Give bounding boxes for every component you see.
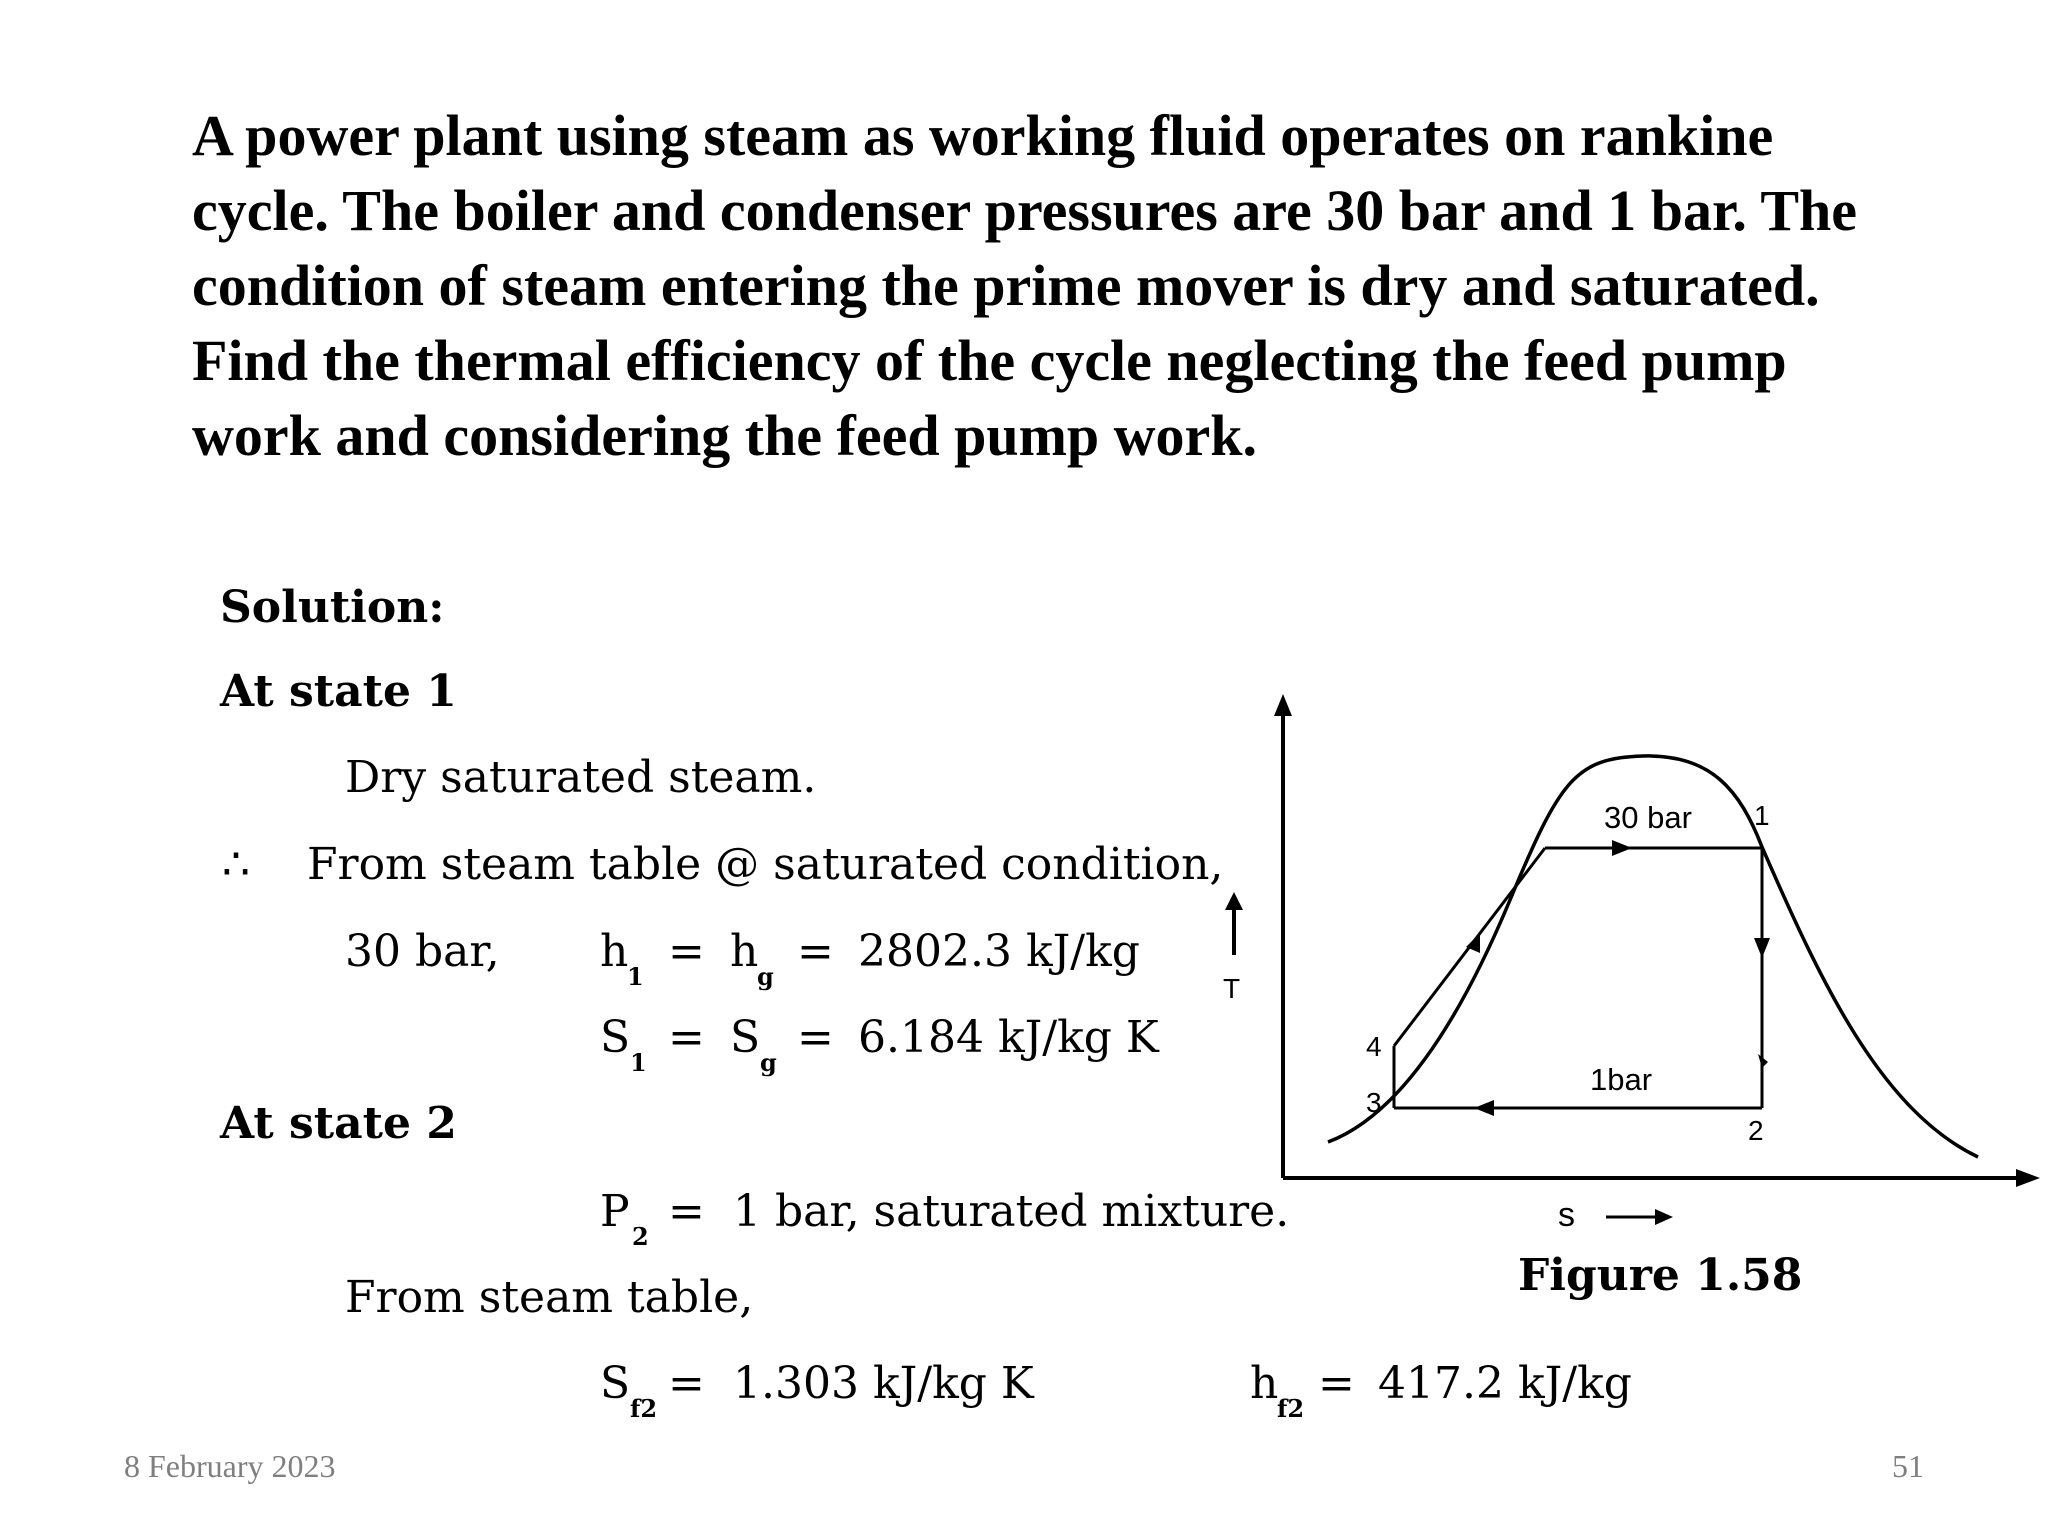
hf2-subscript: f2 <box>1277 1394 1305 1423</box>
s1-value: 6.184 kJ/kg K <box>858 1012 1159 1063</box>
problem-statement: A power plant using steam as working fluid operates on rankine cycle. The boiler and condenser pressures are 30 bar and 1 bar. The condition of steam entering the prime mover is dry and saturated. Find the thermal efficiency of the cycle neglecting the feed pump work and considering the feed pump work. <box>192 103 1858 468</box>
sg-subscript: g <box>760 1048 777 1077</box>
t-axis-arrowhead <box>1274 694 1292 716</box>
state2-heading: At state 2 <box>220 1098 457 1149</box>
p2-value: 1 bar, saturated mixture. <box>733 1186 1290 1237</box>
p2-subscript: 2 <box>632 1222 649 1251</box>
hg-subscript: g <box>757 962 774 991</box>
state1-condition: Dry saturated steam. <box>345 752 817 803</box>
equals-sign: = <box>668 1358 705 1409</box>
h1-subscript: 1 <box>627 962 644 991</box>
sf2-symbol: S <box>600 1358 631 1409</box>
state1-pressure: 30 bar, <box>345 926 500 977</box>
sg-symbol: S <box>730 1012 761 1063</box>
hf2-symbol: h <box>1250 1358 1279 1409</box>
s-axis-arrowhead <box>2016 1169 2040 1187</box>
label-1bar: 1bar <box>1590 1062 1653 1097</box>
label-point-4: 4 <box>1366 1031 1382 1062</box>
therefore-symbol: ∴ <box>222 839 250 890</box>
state1-heading: At state 1 <box>220 666 457 717</box>
label-point-2: 2 <box>1748 1115 1764 1146</box>
hf2-value: 417.2 kJ/kg <box>1378 1358 1632 1409</box>
equals-sign: = <box>1318 1358 1355 1409</box>
equals-sign: = <box>668 1012 705 1063</box>
footer-date: 8 February 2023 <box>124 1448 336 1484</box>
h1-symbol: h <box>600 926 629 977</box>
footer-page-number: 51 <box>1892 1448 1924 1484</box>
s1-symbol: S <box>600 1012 631 1063</box>
s-label-arrowhead <box>1655 1209 1673 1225</box>
arrow-condensation <box>1474 1100 1494 1116</box>
equals-sign: = <box>668 1186 705 1237</box>
label-30bar: 30 bar <box>1604 800 1692 835</box>
solution-heading: Solution: <box>220 582 445 633</box>
equals-sign: = <box>668 926 705 977</box>
s-axis-label: s <box>1558 1196 1575 1234</box>
figure-caption: Figure 1.58 <box>1518 1250 1803 1301</box>
arrow-boiler <box>1612 840 1632 856</box>
equals-sign: = <box>797 1012 834 1063</box>
sf2-value: 1.303 kJ/kg K <box>733 1358 1034 1409</box>
state2-source: From steam table, <box>345 1272 754 1323</box>
t-label-arrowhead <box>1225 892 1243 910</box>
sf2-subscript: f2 <box>630 1394 658 1423</box>
h1-value: 2802.3 kJ/kg <box>858 926 1140 977</box>
state1-source: From steam table @ saturated condition, <box>307 839 1224 890</box>
s1-subscript: 1 <box>630 1048 647 1077</box>
p2-symbol: P <box>600 1186 630 1237</box>
equals-sign: = <box>797 926 834 977</box>
hg-symbol: h <box>730 926 759 977</box>
label-point-3: 3 <box>1366 1087 1382 1118</box>
t-axis-label: T <box>1223 973 1241 1004</box>
label-point-1: 1 <box>1754 800 1770 831</box>
arrow-expansion <box>1754 938 1770 958</box>
